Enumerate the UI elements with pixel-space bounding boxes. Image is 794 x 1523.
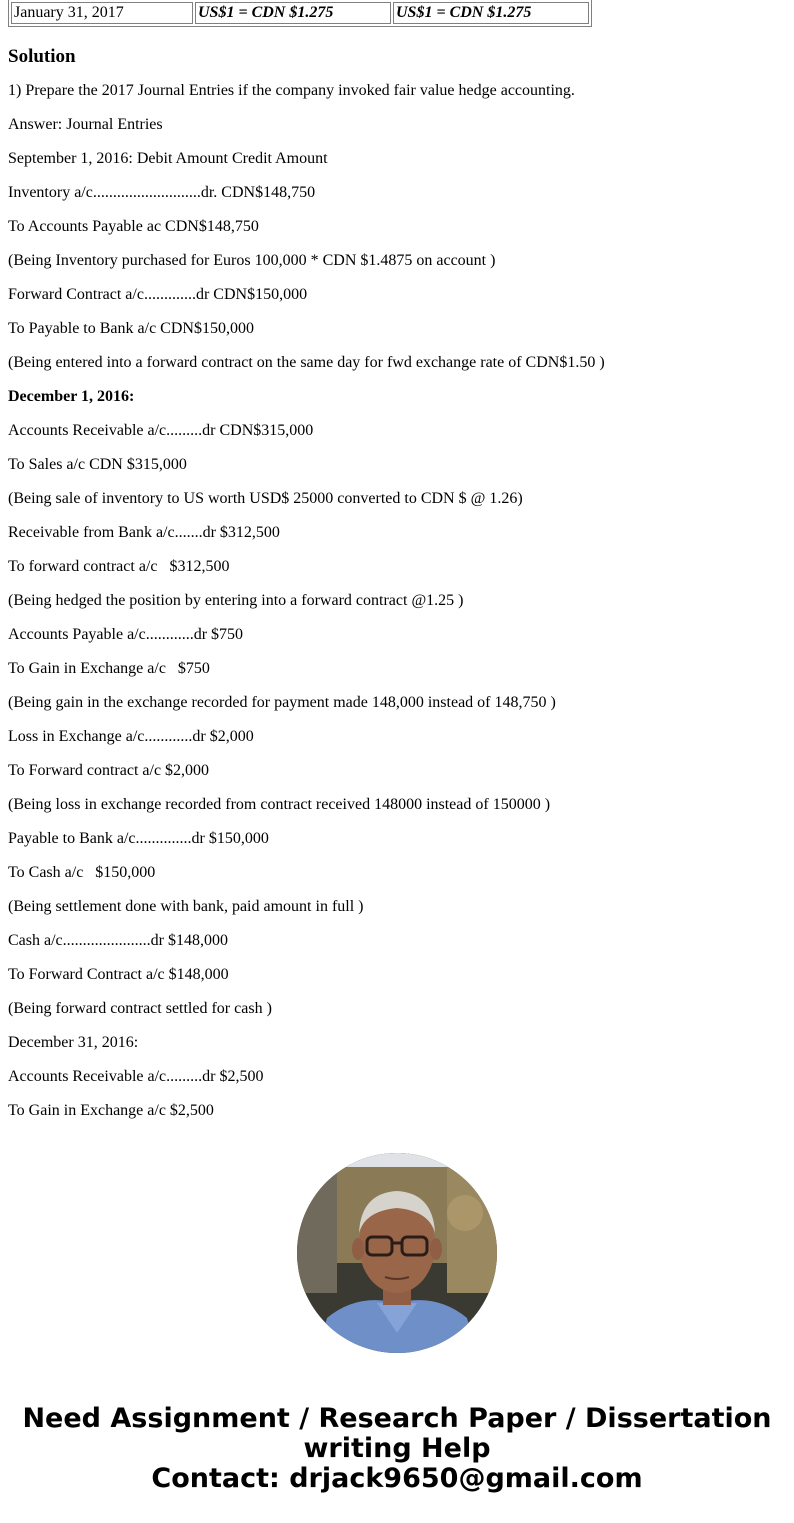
table-cell-date: January 31, 2017 — [11, 2, 193, 24]
narration-line: (Being Inventory purchased for Euros 100,000 * CDN $1.4875 on account ) — [8, 252, 496, 269]
date-line: December 31, 2016: — [8, 1034, 139, 1051]
date-line: September 1, 2016: Debit Amount Credit Amount — [8, 150, 328, 167]
table-cell-rate: US$1 = CDN $1.275 — [393, 2, 589, 24]
narration-line: (Being hedged the position by entering into a forward contract @1.25 ) — [8, 592, 464, 609]
answer-line: Answer: Journal Entries — [8, 116, 163, 133]
entry-line: Cash a/c......................dr $148,000 — [8, 932, 228, 949]
narration-line: (Being settlement done with bank, paid amount in full ) — [8, 898, 364, 915]
promo-line: writing Help — [303, 1433, 491, 1464]
narration-line: (Being gain in the exchange recorded for payment made 148,000 instead of 148,750 ) — [8, 694, 556, 711]
entry-line: Accounts Receivable a/c.........dr $2,500 — [8, 1068, 264, 1085]
solution-heading: Solution — [8, 46, 76, 67]
entry-line: Payable to Bank a/c..............dr $150,000 — [8, 830, 269, 847]
promo-banner — [0, 1404, 794, 1494]
portrait-image — [297, 1153, 497, 1353]
entry-line: To Cash a/c $150,000 — [8, 864, 156, 881]
author-avatar — [297, 1153, 497, 1353]
entry-line: To Payable to Bank a/c CDN$150,000 — [8, 320, 254, 337]
entry-line: Receivable from Bank a/c.......dr $312,500 — [8, 524, 280, 541]
entry-line: To Gain in Exchange a/c $750 — [8, 660, 210, 677]
exchange-rate-table — [8, 0, 592, 27]
entry-line: To forward contract a/c $312,500 — [8, 558, 230, 575]
narration-line: (Being loss in exchange recorded from contract received 148000 instead of 150000 ) — [8, 796, 551, 813]
entry-line: To Forward contract a/c $2,000 — [8, 762, 210, 779]
contact-email: Contact: drjack9650@gmail.com — [151, 1463, 643, 1494]
entry-line: Loss in Exchange a/c............dr $2,000 — [8, 728, 254, 745]
entry-line: To Sales a/c CDN $315,000 — [8, 456, 187, 473]
entry-line: Forward Contract a/c.............dr CDN$150,000 — [8, 286, 308, 303]
entry-line: Accounts Payable a/c............dr $750 — [8, 626, 244, 643]
narration-line: (Being forward contract settled for cash ) — [8, 1000, 272, 1017]
question-line: 1) Prepare the 2017 Journal Entries if the company invoked fair value hedge accounting. — [8, 82, 575, 99]
date-line: December 1, 2016: — [8, 388, 135, 405]
entry-line: Inventory a/c...........................dr. CDN$148,750 — [8, 184, 316, 201]
journal-entries — [8, 82, 786, 1136]
entry-line: To Gain in Exchange a/c $2,500 — [8, 1102, 214, 1119]
promo-line: Need Assignment / Research Paper / Dissertation — [22, 1403, 772, 1434]
narration-line: (Being entered into a forward contract on the same day for fwd exchange rate of CDN$1.50 ) — [8, 354, 605, 371]
entry-line: To Forward Contract a/c $148,000 — [8, 966, 229, 983]
table-cell-rate: US$1 = CDN $1.275 — [195, 2, 391, 24]
table-row — [11, 2, 589, 24]
entry-line: To Accounts Payable ac CDN$148,750 — [8, 218, 259, 235]
narration-line: (Being sale of inventory to US worth USD$ 25000 converted to CDN $ @ 1.26) — [8, 490, 523, 507]
entry-line: Accounts Receivable a/c.........dr CDN$315,000 — [8, 422, 314, 439]
